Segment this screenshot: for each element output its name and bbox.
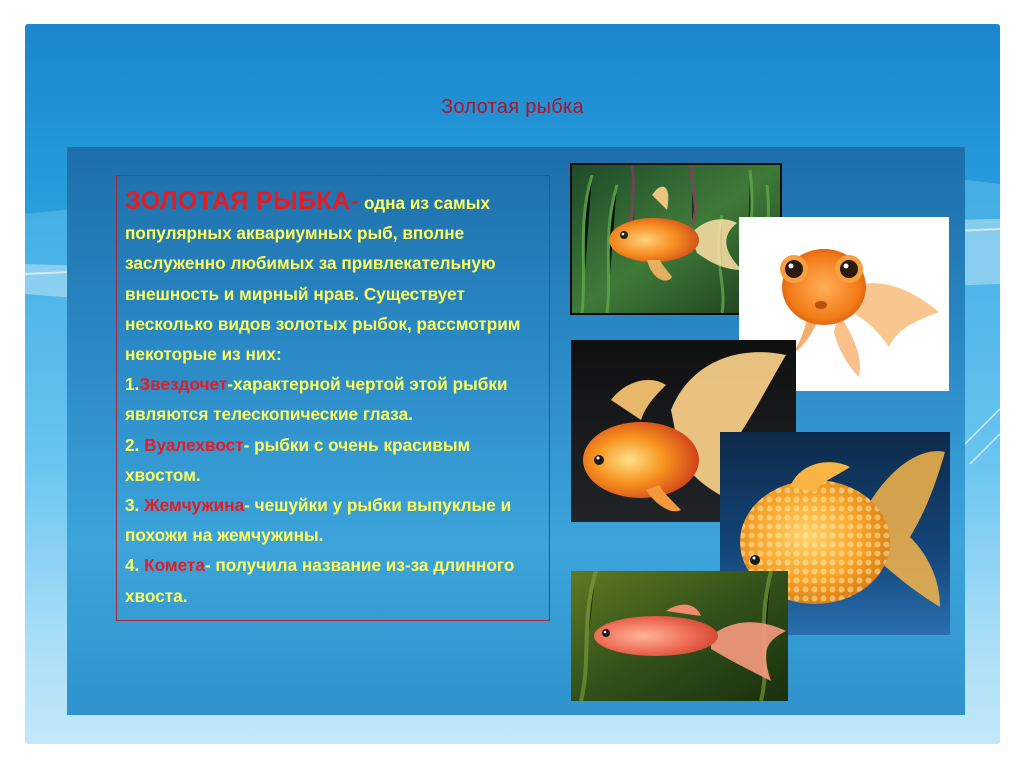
goldfish-description (116, 175, 550, 621)
item-2: 2. Вуалехвост- рыбки с очень красивым хвостом. (125, 434, 471, 485)
item-3-name: Жемчужина (144, 495, 245, 516)
intro-text: одна из самых популярных аквариумных рыб, вполне заслуженно любимых за привлекательную внешность и мирный нрав. Существует несколько видов золотых рыбок, рассмотрим некоторые из них: (125, 193, 521, 365)
slide-title: Золотая рыбка (441, 96, 584, 118)
heading: ЗОЛОТАЯ РЫБКА- (125, 187, 360, 215)
item-2-name: Вуалехвост (144, 434, 244, 455)
item-1: 1.Звездочет-характерной чертой этой рыбки являются телескопические глаза. (125, 374, 508, 425)
item-3: 3. Жемчужина- чешуйки у рыбки выпуклые и похожи на жемчужины. (125, 495, 512, 546)
comet-goldfish-photo (571, 571, 788, 701)
item-4-name: Комета (144, 555, 205, 576)
item-4: 4. Комета- получила название из-за длинного хвоста. (125, 555, 515, 606)
item-1-name: Звездочет (139, 374, 228, 395)
